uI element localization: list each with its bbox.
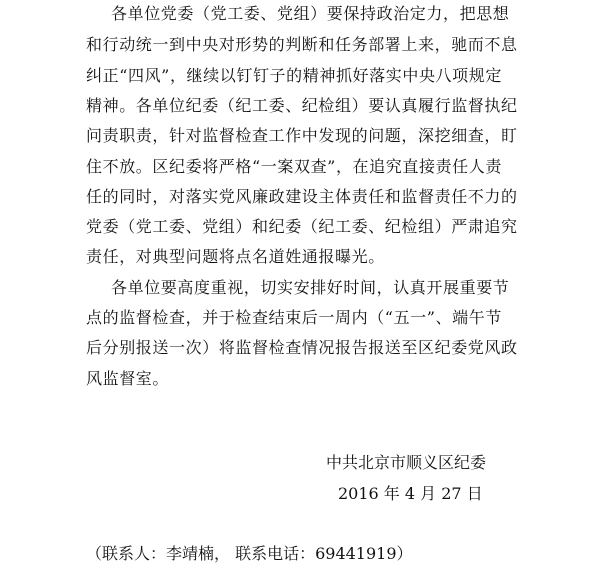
paragraph-line: 任的同时，对落实党风廉政建设主体责任和监督责任不力的	[86, 187, 518, 206]
paragraph-line: 纠正“四风”，继续以钉钉子的精神抓好落实中央八项规定	[86, 66, 502, 85]
contact-info: （联系人：李靖楠， 联系电话：69441919）	[86, 544, 413, 563]
signature-date: 2016 年 4 月 27 日	[338, 484, 483, 503]
paragraph-line: 后分别报送一次）将监督检查情况报告报送至区纪委党风政	[86, 338, 518, 357]
paragraph-line: 各单位要高度重视，切实安排好时间，认真开展重要节	[111, 278, 510, 297]
signature-organization: 中共北京市顺义区纪委	[326, 453, 487, 472]
paragraph-line: 和行动统一到中央对形势的判断和任务部署上来，驰而不息	[86, 35, 518, 54]
paragraph-line: 风监督室。	[86, 369, 170, 388]
paragraph-line: 点的监督检查，并于检查结束后一周内（“五一”、端午节	[86, 308, 502, 327]
paragraph-line: 各单位党委（党工委、党组）要保持政治定力，把思想	[111, 4, 510, 23]
paragraph-line: 问责职责，针对监督检查工作中发现的问题，深挖细查，盯	[86, 126, 518, 145]
paragraph-line: 精神。各单位纪委（纪工委、纪检组）要认真履行监督执纪	[86, 96, 518, 115]
paragraph-line: 责任，对典型问题将点名道姓通报曝光。	[86, 247, 385, 266]
paragraph-line: 住不放。区纪委将严格“一案双查”，在追究直接责任人责	[86, 157, 502, 176]
paragraph-line: 党委（党工委、党组）和纪委（纪工委、纪检组）严肃追究	[86, 217, 518, 236]
